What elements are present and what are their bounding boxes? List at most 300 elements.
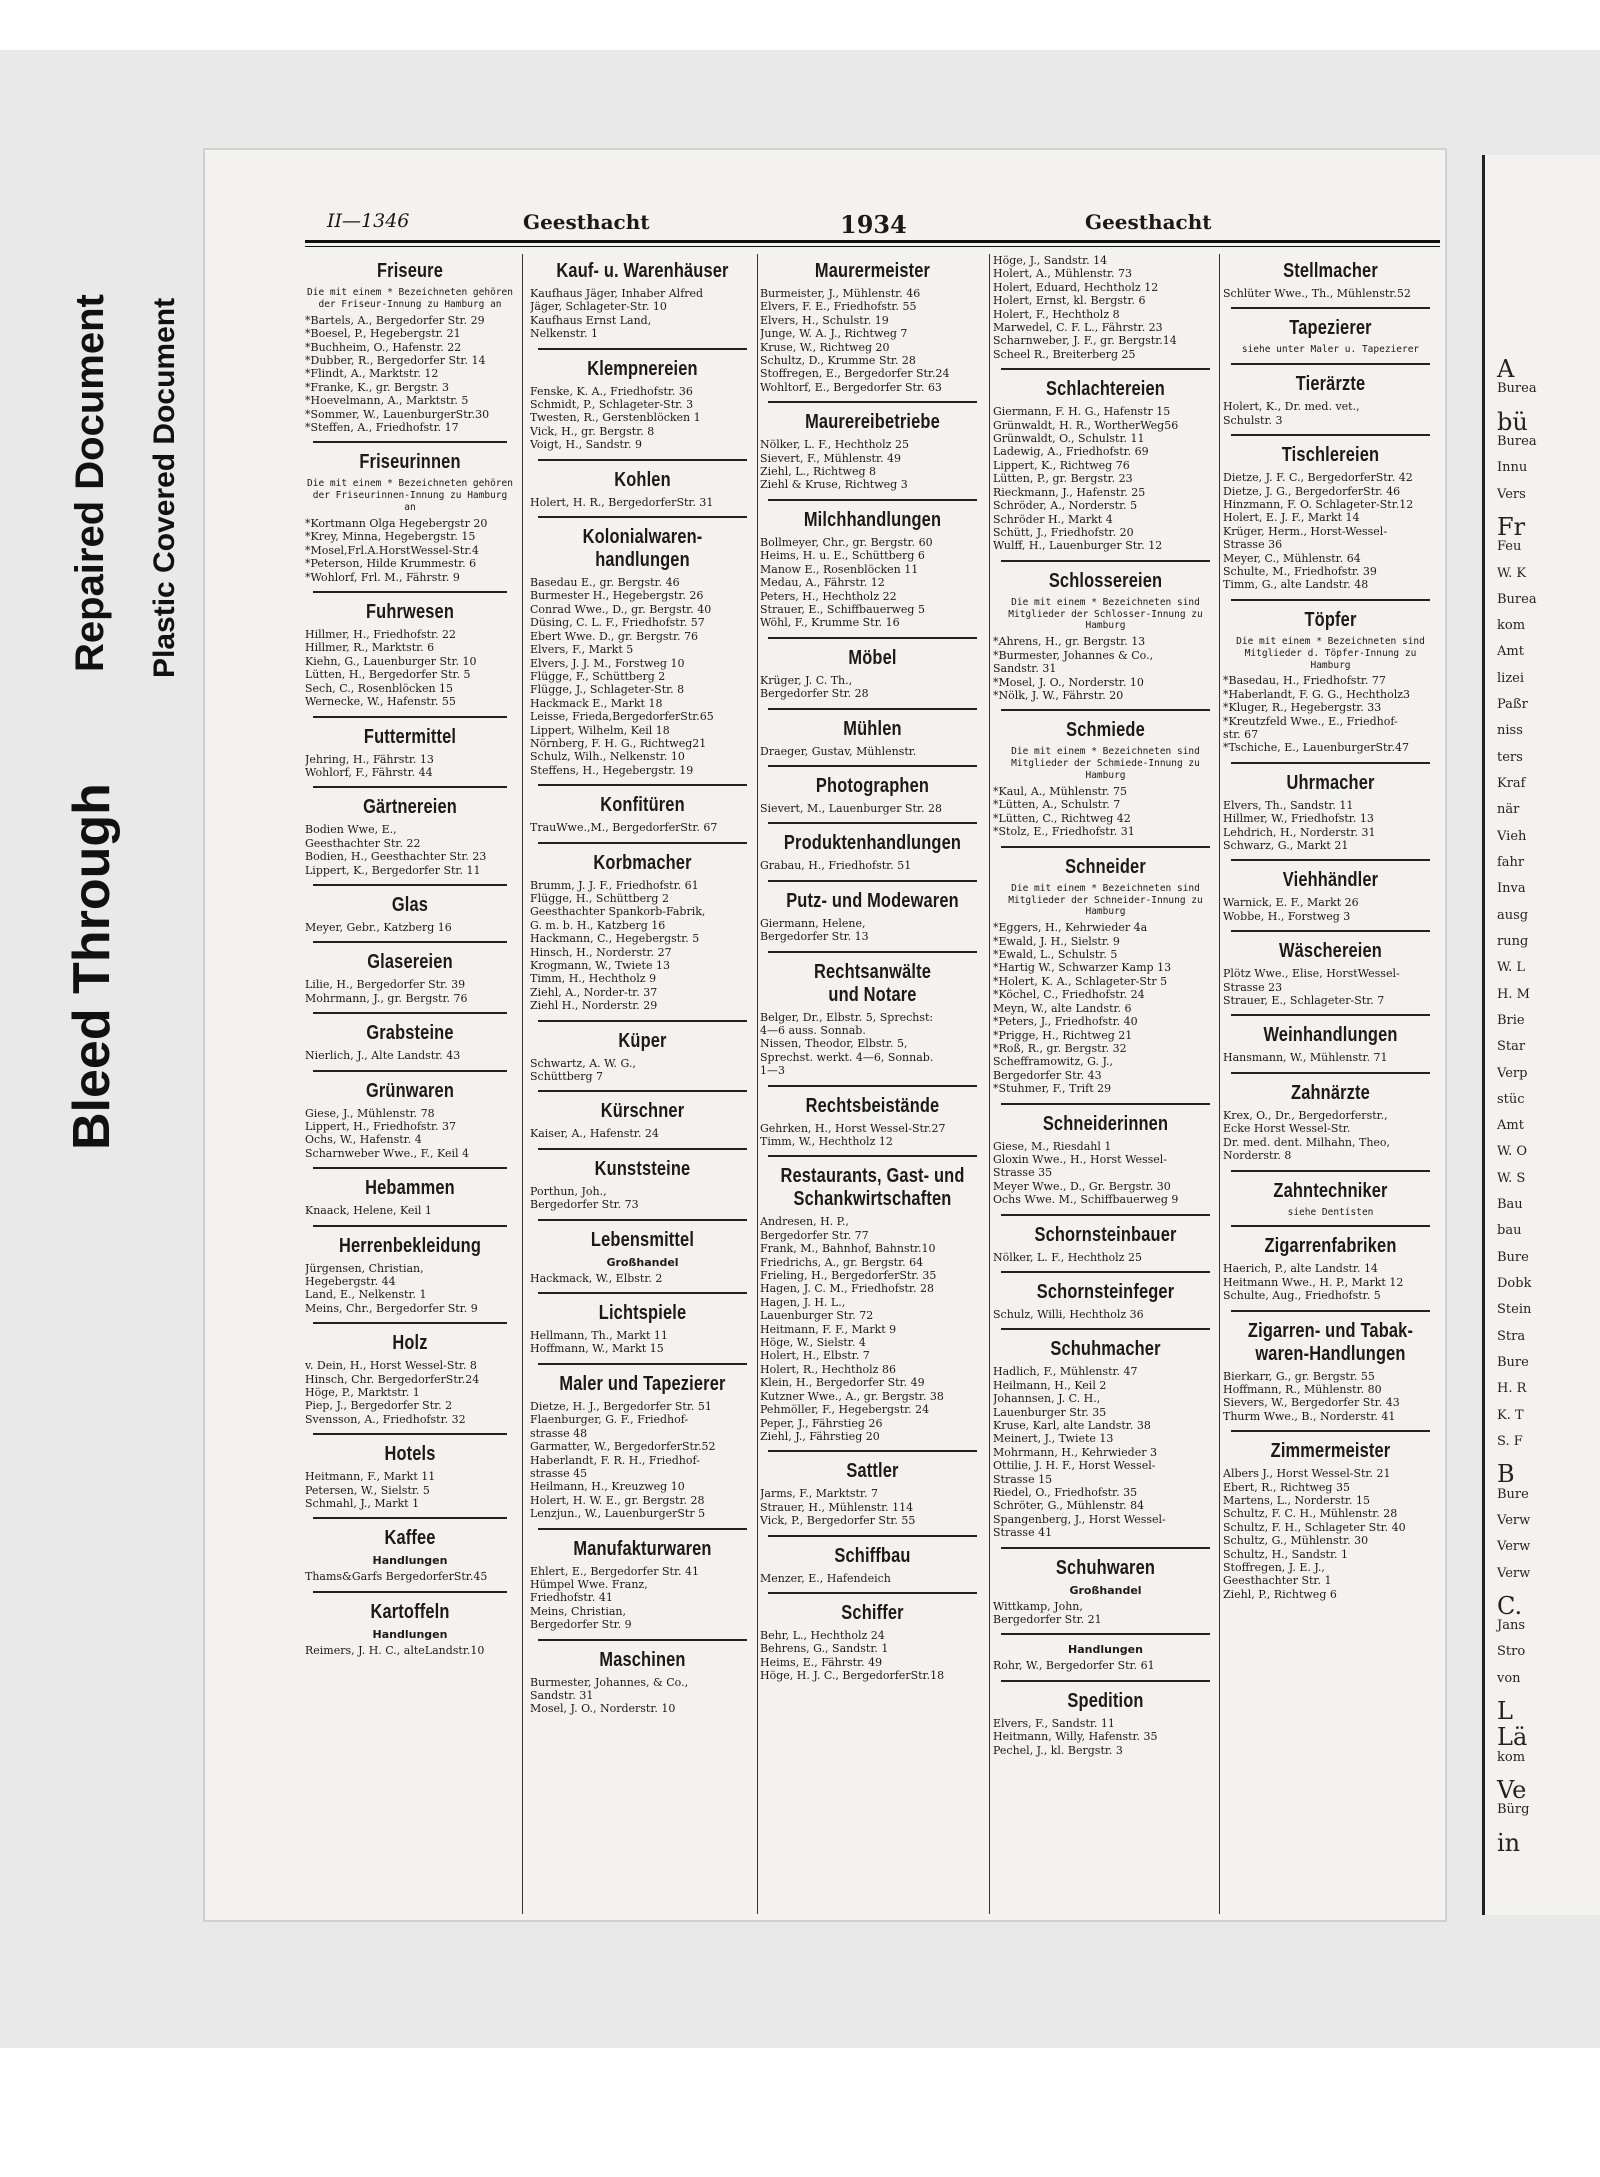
section-separator (313, 591, 507, 593)
directory-section (1223, 1440, 1438, 1601)
directory-entry: Burmeister, J., Mühlenstr. 46 (760, 287, 921, 300)
section-separator (313, 1591, 507, 1593)
directory-entry: Ottilie, J. H. F., Horst Wessel- Strasse 15 (993, 1459, 1156, 1486)
directory-entry: Lilie, H., Bergedorfer Str. 39 (305, 978, 466, 992)
section-separator (1231, 1225, 1430, 1227)
section-note: Die mit einem * Bezeichneten sind Mitglieder d. Töpfer-Innung zu Hamburg (1236, 635, 1425, 671)
directory-entry: TrauWwe.,M., BergedorferStr. 67 (530, 821, 718, 835)
facing-page-fragment: Feu (1497, 539, 1522, 555)
directory-entry: Peters, H., Hechtholz 22 (760, 589, 897, 603)
directory-entry: Strauer, E., Schlageter-Str. 7 (1223, 994, 1385, 1008)
directory-section (1223, 373, 1438, 436)
section-separator (768, 880, 977, 882)
directory-section (1223, 444, 1438, 601)
section-separator (768, 822, 977, 824)
facing-page-fragment: Stein (1497, 1302, 1532, 1318)
directory-entry: Schultz, F. H., Schlageter Str. 40 (1223, 1520, 1406, 1534)
directory-section (1223, 1235, 1438, 1311)
section-separator (538, 516, 747, 518)
directory-entry: Hinzmann, F. O. Schlageter-Str.12 (1223, 497, 1414, 511)
directory-entry: Fenske, K. A., Friedhofstr. 36 (530, 384, 693, 398)
section-title: Klempnereien (587, 357, 698, 380)
directory-section (1223, 609, 1438, 764)
directory-entry: *Boesel, P., Hegebergstr. 21 (305, 327, 461, 341)
directory-entry: Geesthachter Spankorb-Fabrik, G. m. b. H., Katzberg 16 (530, 905, 706, 932)
section-separator (313, 786, 507, 788)
directory-entry: Holert, Ernst, kl. Bergstr. 6 (993, 294, 1146, 308)
directory-entry: Schulz, Wilh., Nelkenstr. 10 (530, 750, 685, 764)
directory-entry: Behr, L., Hechtholz 24 (760, 1628, 885, 1642)
facing-page-fragment: Verw (1497, 1565, 1531, 1581)
section-separator (313, 1070, 507, 1072)
section-title: Kolonialwaren- handlungen (582, 526, 703, 572)
section-title: Zimmermeister (1270, 1440, 1391, 1463)
directory-entry: Meyer, C., Mühlenstr. 64 (1223, 551, 1361, 565)
directory-entry: *Kreutzfeld Wwe., E., Friedhof- str. 67 (1223, 714, 1398, 741)
directory-entry: Kruse, W., Richtweg 20 (760, 340, 890, 354)
facing-page-fragment: W. L (1497, 960, 1525, 976)
section-title: Grabsteine (366, 1022, 454, 1045)
directory-section (1223, 940, 1438, 1016)
facing-page-fragment: von (1497, 1670, 1521, 1686)
facing-page-fragment: Amt (1497, 1118, 1524, 1134)
directory-entry: Menzer, E., Hafendeich (760, 1571, 891, 1585)
directory-section (760, 647, 985, 710)
section-note: siehe unter Maler u. Tapezierer (1241, 344, 1420, 356)
directory-entry: Rohr, W., Bergedorfer Str. 61 (993, 1659, 1155, 1673)
section-title: Küper (618, 1029, 667, 1052)
section-separator (768, 1450, 977, 1452)
directory-entry: Petersen, W., Sielstr. 5 (305, 1483, 430, 1497)
directory-section (305, 726, 515, 789)
directory-entry: Ziehl H., Norderstr. 29 (530, 999, 658, 1013)
directory-entry: Lippert, K., Bergedorfer Str. 11 (305, 863, 481, 877)
directory-entry: Schultz, F. C. H., Mühlenstr. 28 (1223, 1507, 1398, 1521)
directory-entry: Krex, O., Dr., Bergedorferstr., Ecke Horst Wessel-Str. (1223, 1108, 1388, 1136)
directory-entry: Ladewig, A., Friedhofstr. 69 (993, 445, 1149, 459)
directory-entry: *Ewald, L., Schulstr. 5 (993, 948, 1118, 962)
section-separator (313, 1322, 507, 1324)
section-title: Herrenbekleidung (338, 1234, 482, 1257)
directory-entry: Reimers, J. H. C., alteLandstr.10 (305, 1643, 485, 1657)
directory-section (1223, 317, 1438, 365)
directory-section (993, 254, 1218, 370)
section-title: Rechtsanwälte und Notare (814, 960, 931, 1006)
directory-entry: Johannsen, J. C. H., Lauenburger Str. 35 (993, 1392, 1107, 1419)
directory-entry: Scharnweber, J. F., gr. Bergstr.14 (993, 334, 1177, 348)
section-separator (538, 1528, 747, 1530)
directory-entry: *Buchheim, O., Hafenstr. 22 (305, 340, 462, 354)
directory-entry: Pehmöller, F., Hegebergstr. 24 (760, 1403, 930, 1417)
directory-entry: Holert, R., Hechtholz 86 (760, 1362, 896, 1376)
directory-entry: Flügge, J., Schlageter-Str. 8 (530, 683, 685, 697)
directory-entry: Sievers, W., Bergedorfer Str. 43 (1223, 1396, 1400, 1410)
directory-entry: Bodien, H., Geesthachter Str. 23 (305, 850, 487, 864)
directory-section (760, 509, 985, 639)
section-separator (538, 1148, 747, 1150)
facing-page-fragment: stüc (1497, 1091, 1525, 1107)
section-note: Die mit einem * Bezeichneten sind Mitglieder der Schneider-Innung zu Hamburg (1008, 882, 1203, 918)
directory-entry: Piep, J., Bergedorfer Str. 2 (305, 1399, 453, 1413)
column-3 (760, 254, 985, 1914)
directory-entry: *Nölk, J. W., Fährstr. 20 (993, 688, 1124, 702)
directory-entry: Ochs Wwe. M., Schiffbauerweg 9 (993, 1193, 1179, 1207)
directory-entry: Krogmann, W., Twiete 13 (530, 959, 670, 972)
directory-entry: *Franke, K., gr. Bergstr. 3 (305, 380, 449, 394)
directory-entry: Lütten, P., gr. Bergstr. 23 (993, 472, 1133, 486)
facing-page-fragment: Bure (1497, 1355, 1529, 1370)
directory-entry: Belger, Dr., Elbstr. 5, Sprechst: 4—6 auss. Sonnab. (760, 1010, 934, 1037)
facing-page-fragment: Verp (1497, 1065, 1528, 1081)
directory-entry: Holert, Eduard, Hechtholz 12 (993, 280, 1159, 294)
directory-entry: Meyer Wwe., D., Gr. Bergstr. 30 (993, 1179, 1171, 1193)
directory-section (1223, 869, 1438, 932)
section-title: Mühlen (843, 717, 902, 740)
section-title: Spedition (1067, 1689, 1144, 1712)
section-title: Grünwaren (365, 1079, 455, 1102)
directory-section (530, 1649, 755, 1716)
directory-entry: Dietze, J. F. C., BergedorferStr. 42 (1223, 471, 1413, 485)
directory-section (1223, 260, 1438, 309)
directory-entry: Spangenberg, J., Horst Wessel- Strasse 41 (993, 1512, 1166, 1540)
directory-entry: Giermann, F. H. G., Hafenstr 15 (993, 405, 1171, 419)
directory-entry: Nörnberg, F. H. G., Richtweg21 (530, 736, 707, 750)
directory-entry: Heilmann, H., Keil 2 (993, 1378, 1107, 1392)
directory-entry: Wulff, H., Lauenburger Str. 12 (993, 539, 1163, 553)
directory-entry: Draeger, Gustav, Mühlenstr. (760, 744, 917, 758)
directory-entry: *Stuhmer, F., Trift 29 (993, 1082, 1112, 1096)
section-separator (313, 1433, 507, 1435)
directory-entry: Stoffregen, J. E. J., Geesthachter Str. 1 (1223, 1561, 1332, 1588)
directory-entry: Schultz, H., Sandstr. 1 (1223, 1547, 1349, 1561)
directory-entry: Timm, G., alte Landstr. 48 (1223, 578, 1369, 592)
section-title: Schuhwaren (1055, 1556, 1156, 1579)
directory-entry: Kaufhaus Ernst Land, Nelkenstr. 1 (530, 313, 652, 341)
directory-entry: Riedel, O., Friedhofstr. 35 (993, 1486, 1138, 1500)
directory-entry: Gloxin Wwe., H., Horst Wessel- Strasse 35 (993, 1152, 1168, 1180)
section-separator (538, 348, 747, 350)
column-divider (989, 254, 990, 1914)
facing-page-fragment: när (1497, 802, 1520, 818)
directory-entry: *Stolz, E., Friedhofstr. 31 (993, 825, 1135, 839)
directory-entry: Rieckmann, J., Hafenstr. 25 (993, 485, 1146, 499)
directory-section (530, 260, 755, 350)
directory-entry: Ochs, W., Hafenstr. 4 (305, 1133, 422, 1147)
section-separator (768, 1535, 977, 1537)
section-title: Maurermeister (814, 260, 931, 282)
directory-entry: Strauer, E., Schiffbauerweg 5 (760, 602, 925, 616)
section-separator (1001, 1328, 1210, 1330)
directory-entry: Kutzner Wwe., A., gr. Bergstr. 38 (760, 1389, 944, 1403)
directory-entry: Svensson, A., Friedhofstr. 32 (305, 1412, 466, 1426)
directory-section (760, 718, 985, 767)
directory-entry: Höge, J., Sandstr. 14 (993, 254, 1108, 267)
document-page (205, 150, 1445, 1920)
directory-entry: Lehdrich, H., Norderstr. 31 (1223, 825, 1376, 839)
directory-entry: *Basedau, H., Friedhofstr. 77 (1223, 674, 1386, 688)
directory-entry: Ehlert, E., Bergedorfer Str. 41 (530, 1564, 699, 1578)
directory-entry: Garmatter, W., BergedorferStr.52 (530, 1440, 716, 1454)
directory-entry: Schulte, M., Friedhofstr. 39 (1223, 564, 1377, 578)
section-separator (1231, 1170, 1430, 1172)
directory-entry: Heitmann Wwe., H. P., Markt 12 (1223, 1275, 1404, 1289)
directory-entry: *Wohlorf, Frl. M., Fährstr. 9 (305, 570, 460, 584)
section-title: Schornsteinbauer (1034, 1223, 1177, 1246)
directory-entry: Elvers, F., Markt 5 (530, 643, 634, 657)
directory-entry: Holert, H. W. E., gr. Bergstr. 28 (530, 1493, 705, 1507)
section-title: Zahntechniker (1273, 1179, 1388, 1202)
directory-entry: Scharnweber Wwe., F., Keil 4 (305, 1146, 470, 1160)
directory-entry: *Dubber, R., Bergedorfer Str. 14 (305, 353, 486, 367)
facing-page-fragment: Vers (1497, 486, 1526, 502)
directory-section (993, 1224, 1218, 1273)
directory-section (760, 260, 985, 403)
directory-entry: *Bartels, A., Bergedorfer Str. 29 (305, 313, 485, 327)
facing-page-fragment: Bürg (1497, 1802, 1530, 1818)
directory-entry: Sech, C., Rosenblöcken 15 (305, 681, 454, 695)
section-title: Kunststeine (594, 1157, 691, 1180)
directory-section (760, 1460, 985, 1536)
section-title: Hotels (384, 1443, 436, 1466)
directory-entry: Wittkamp, John, Bergedorfer Str. 21 (993, 1599, 1102, 1627)
directory-section (305, 260, 515, 443)
section-subtitle: Großhandel (1069, 1583, 1142, 1597)
header-rule-thin (305, 246, 1440, 247)
column-5 (1223, 254, 1438, 1914)
directory-entry: Heitmann, Willy, Hafenstr. 35 (993, 1730, 1158, 1744)
facing-page-fragment: W. S (1497, 1170, 1526, 1186)
directory-entry: Elvers, Th., Sandstr. 11 (1223, 798, 1354, 812)
section-title: Konfitüren (600, 794, 685, 817)
directory-section (993, 570, 1218, 712)
directory-entry: Kruse, Karl, alte Landstr. 38 (993, 1419, 1151, 1432)
directory-entry: Elvers, H., Schulstr. 19 (760, 313, 889, 327)
section-separator (1001, 709, 1210, 711)
facing-page-fragment: Lä (1497, 1723, 1528, 1752)
directory-entry: Kiehn, G., Lauenburger Str. 10 (305, 654, 477, 668)
facing-page-fragment: in (1497, 1828, 1521, 1857)
section-title: Kauf- u. Warenhäuser (556, 260, 729, 282)
directory-entry: Nissen, Theodor, Elbstr. 5, Sprechst. werkt. 4—6, Sonnab. 1—3 (760, 1037, 934, 1078)
directory-entry: Schütt, J., Friedhofstr. 20 (993, 525, 1134, 539)
section-separator (538, 1363, 747, 1365)
directory-entry: *Köchel, C., Friedhofstr. 24 (993, 988, 1145, 1002)
year: 1934 (840, 210, 907, 239)
section-title: Rechtsbeistände (805, 1094, 940, 1117)
section-title: Glasereien (367, 951, 453, 974)
section-separator (313, 716, 507, 718)
section-separator (1001, 560, 1210, 562)
facing-page-fragment: Ve (1497, 1776, 1527, 1805)
directory-entry: Strauer, H., Mühlenstr. 114 (760, 1500, 914, 1514)
section-title: Schneider (1065, 855, 1146, 878)
facing-page-fragment: Verw (1497, 1512, 1531, 1528)
directory-entry: Hoffmann, R., Mühlenstr. 80 (1223, 1383, 1382, 1396)
section-separator (313, 884, 507, 886)
section-title: Holz (392, 1332, 428, 1355)
section-title: Produktenhandlungen (783, 832, 962, 855)
directory-entry: Elvers, F. E., Friedhofstr. 55 (760, 300, 917, 314)
directory-entry: Bodien Wwe, E., Geesthachter Str. 22 (305, 823, 421, 850)
facing-page-fragment: Inva (1497, 881, 1526, 897)
directory-entry: Höge, P., Marktstr. 1 (305, 1386, 420, 1400)
section-subtitle: Handlungen (372, 1627, 448, 1641)
facing-page-fragment: Kraf (1497, 776, 1526, 792)
directory-entry: *Eggers, H., Kehrwieder 4a (993, 921, 1148, 935)
directory-entry: Schröder, A., Norderstr. 5 (993, 499, 1138, 513)
directory-entry: Ebert, R., Richtweg 35 (1223, 1480, 1350, 1494)
directory-entry: Bollmeyer, Chr., gr. Bergstr. 60 (760, 535, 933, 549)
directory-section (305, 601, 515, 717)
directory-entry: Junge, W. A. J., Richtweg 7 (760, 327, 908, 341)
section-separator (768, 499, 977, 501)
directory-entry: Dietze, H. J., Bergedorfer Str. 51 (530, 1399, 712, 1413)
directory-entry: Brumm, J. J. F., Friedhofstr. 61 (530, 878, 699, 892)
directory-entry: Grabau, H., Friedhofstr. 51 (760, 859, 912, 873)
plastic-covered-label: Plastic Covered Document (148, 297, 181, 678)
directory-section (305, 894, 515, 943)
section-title: Schlossereien (1048, 569, 1163, 592)
directory-section (305, 1080, 515, 1170)
section-separator (1231, 859, 1430, 861)
directory-section (530, 526, 755, 786)
directory-entry: Hagen, J. H. L., Lauenburger Str. 72 (760, 1295, 874, 1323)
directory-entry: Ziehl & Kruse, Richtweg 3 (760, 478, 908, 492)
directory-entry: Peper, J., Fährstieg 26 (760, 1416, 883, 1430)
directory-entry: Thurm Wwe., B., Norderstr. 41 (1223, 1409, 1396, 1423)
section-note: Die mit einem * Bezeichneten sind Mitglieder der Schlosser-Innung zu Hamburg (1008, 596, 1203, 632)
directory-entry: *Prigge, H., Richtweg 21 (993, 1028, 1133, 1042)
section-separator (538, 459, 747, 461)
town-name-left: Geesthacht (523, 210, 650, 234)
directory-entry: Ziehl, P., Richtweg 6 (1223, 1587, 1337, 1601)
section-separator (768, 951, 977, 953)
directory-entry: Giermann, Helene, Bergedorfer Str. 13 (760, 916, 869, 944)
directory-entry: Schultz, D., Krumme Str. 28 (760, 354, 916, 368)
directory-entry: Wobbe, H., Forstweg 3 (1223, 909, 1351, 923)
directory-entry: Schwarz, G., Markt 21 (1223, 839, 1349, 853)
facing-page-fragment: fahr (1497, 855, 1525, 870)
section-title: Futtermittel (363, 725, 457, 748)
directory-entry: Hillmer, H., Friedhofstr. 22 (305, 628, 457, 642)
directory-entry: Twesten, R., Gerstenblöcken 1 (530, 411, 701, 425)
directory-entry: *Lütten, A., Schulstr. 7 (993, 798, 1121, 812)
page-number: II—1346 (327, 210, 410, 232)
section-separator (1001, 1214, 1210, 1216)
directory-entry: Holert, F., Hechtholz 8 (993, 307, 1120, 321)
directory-entry: Gehrken, H., Horst Wessel-Str.27 (760, 1121, 946, 1135)
directory-section (305, 451, 515, 593)
directory-entry: Basedau E., gr. Bergstr. 46 (530, 576, 680, 590)
section-title: Töpfer (1304, 608, 1357, 631)
directory-section (1223, 1320, 1438, 1433)
section-separator (1231, 1072, 1430, 1074)
directory-section (305, 1177, 515, 1226)
facing-page-fragment: Bau (1497, 1197, 1523, 1213)
directory-entry: Krüger, Herm., Horst-Wessel- Strasse 36 (1223, 524, 1388, 552)
directory-section (305, 1235, 515, 1325)
directory-entry: Elvers, J. J. M., Forstweg 10 (530, 656, 685, 670)
facing-page-fragment: Burea (1497, 591, 1537, 607)
directory-entry: *Hoevelmann, A., Marktstr. 5 (305, 394, 469, 408)
directory-entry: Lippert, K., Richtweg 76 (993, 458, 1130, 472)
directory-entry: Ziehl, A., Norder-tr. 37 (530, 985, 658, 999)
directory-entry: *Ahrens, H., gr. Bergstr. 13 (993, 635, 1146, 649)
directory-entry: *Sommer, W., LauenburgerStr.30 (305, 407, 490, 421)
section-title: Putz- und Modewaren (786, 889, 959, 912)
directory-section (530, 1538, 755, 1641)
directory-entry: Grünwaldt, O., Schulstr. 11 (993, 432, 1145, 446)
directory-section (760, 775, 985, 824)
section-separator (538, 1020, 747, 1022)
facing-page-fragment: W. O (1497, 1144, 1528, 1160)
section-separator (538, 1090, 747, 1092)
facing-page-fragment: Bure (1497, 1249, 1529, 1265)
section-separator (538, 1639, 747, 1641)
section-title: Viehhändler (1282, 869, 1379, 892)
directory-entry: Hümpel Wwe. Franz, Friedhofstr. 41 (530, 1577, 648, 1605)
section-separator (538, 1292, 747, 1294)
directory-entry: Schultz, G., Mühlenstr. 30 (1223, 1534, 1369, 1548)
directory-entry: Flaenburger, G. F., Friedhof- strasse 48 (530, 1413, 689, 1440)
directory-entry: Knaack, Helene, Keil 1 (305, 1204, 432, 1218)
directory-entry: Mohrmann, J., gr. Bergstr. 76 (305, 991, 468, 1005)
directory-section (305, 1022, 515, 1071)
directory-section (993, 856, 1218, 1105)
section-note: Die mit einem * Bezeichneten gehören der Friseurinnen-Innung zu Hamburg an (307, 478, 513, 514)
directory-entry: Vick, H., gr. Bergstr. 8 (530, 424, 655, 438)
directory-entry: Giese, J., Mühlenstr. 78 (305, 1106, 435, 1120)
section-title: Schlachtereien (1046, 378, 1165, 401)
section-title: Maler und Tapezierer (559, 1372, 726, 1395)
section-title: Schiffbau (834, 1544, 911, 1567)
directory-section (993, 1281, 1218, 1330)
directory-section (530, 852, 755, 1022)
directory-section (993, 1338, 1218, 1548)
directory-entry: Ebert Wwe. D., gr. Bergstr. 76 (530, 629, 698, 643)
directory-entry: Hellmann, Th., Markt 11 (530, 1329, 668, 1343)
directory-entry: Sievert, F., Mühlenstr. 49 (760, 451, 902, 465)
directory-entry: Kaufhaus Jäger, Inhaber Alfred Jäger, Schlageter-Str. 10 (530, 287, 704, 314)
directory-entry: Hillmer, W., Friedhofstr. 13 (1223, 812, 1374, 826)
directory-entry: Stoffregen, E., Bergedorfer Str.24 (760, 367, 950, 381)
section-separator (768, 1085, 977, 1087)
directory-section (530, 1302, 755, 1365)
directory-entry: Grünwaldt, H. R., WortherWeg56 (993, 418, 1179, 432)
facing-page-fragment: H. M (1497, 986, 1530, 1002)
directory-entry: v. Dein, H., Horst Wessel-Str. 8 (305, 1359, 477, 1373)
directory-entry: Heims, E., Fährstr. 49 (760, 1655, 883, 1669)
directory-entry: Timm, W., Hechtholz 12 (760, 1135, 893, 1148)
facing-page-fragment: L (1497, 1697, 1513, 1726)
directory-section (530, 358, 755, 461)
directory-entry: Jarms, F., Marktstr. 7 (760, 1487, 878, 1501)
directory-entry: *Burmester, Johannes & Co., Sandstr. 31 (993, 648, 1154, 676)
section-separator (768, 765, 977, 767)
section-title: Wäschereien (1279, 940, 1382, 963)
section-separator (1231, 930, 1430, 932)
directory-entry: Schmidt, P., Schlageter-Str. 3 (530, 398, 694, 412)
section-title: Stellmacher (1283, 260, 1378, 282)
section-title: Restaurants, Gast- und Schankwirtschaften (780, 1165, 965, 1211)
directory-entry: Friedrichs, A., gr. Bergstr. 64 (760, 1255, 924, 1269)
directory-section (305, 796, 515, 886)
section-title: Kaffee (384, 1527, 436, 1550)
section-separator (1231, 1310, 1430, 1312)
directory-entry: Scheel R., Breiterberg 25 (993, 347, 1136, 361)
facing-page-fragment: ausg (1497, 907, 1529, 923)
directory-entry: *Kluger, R., Hegebergstr. 33 (1223, 701, 1382, 715)
